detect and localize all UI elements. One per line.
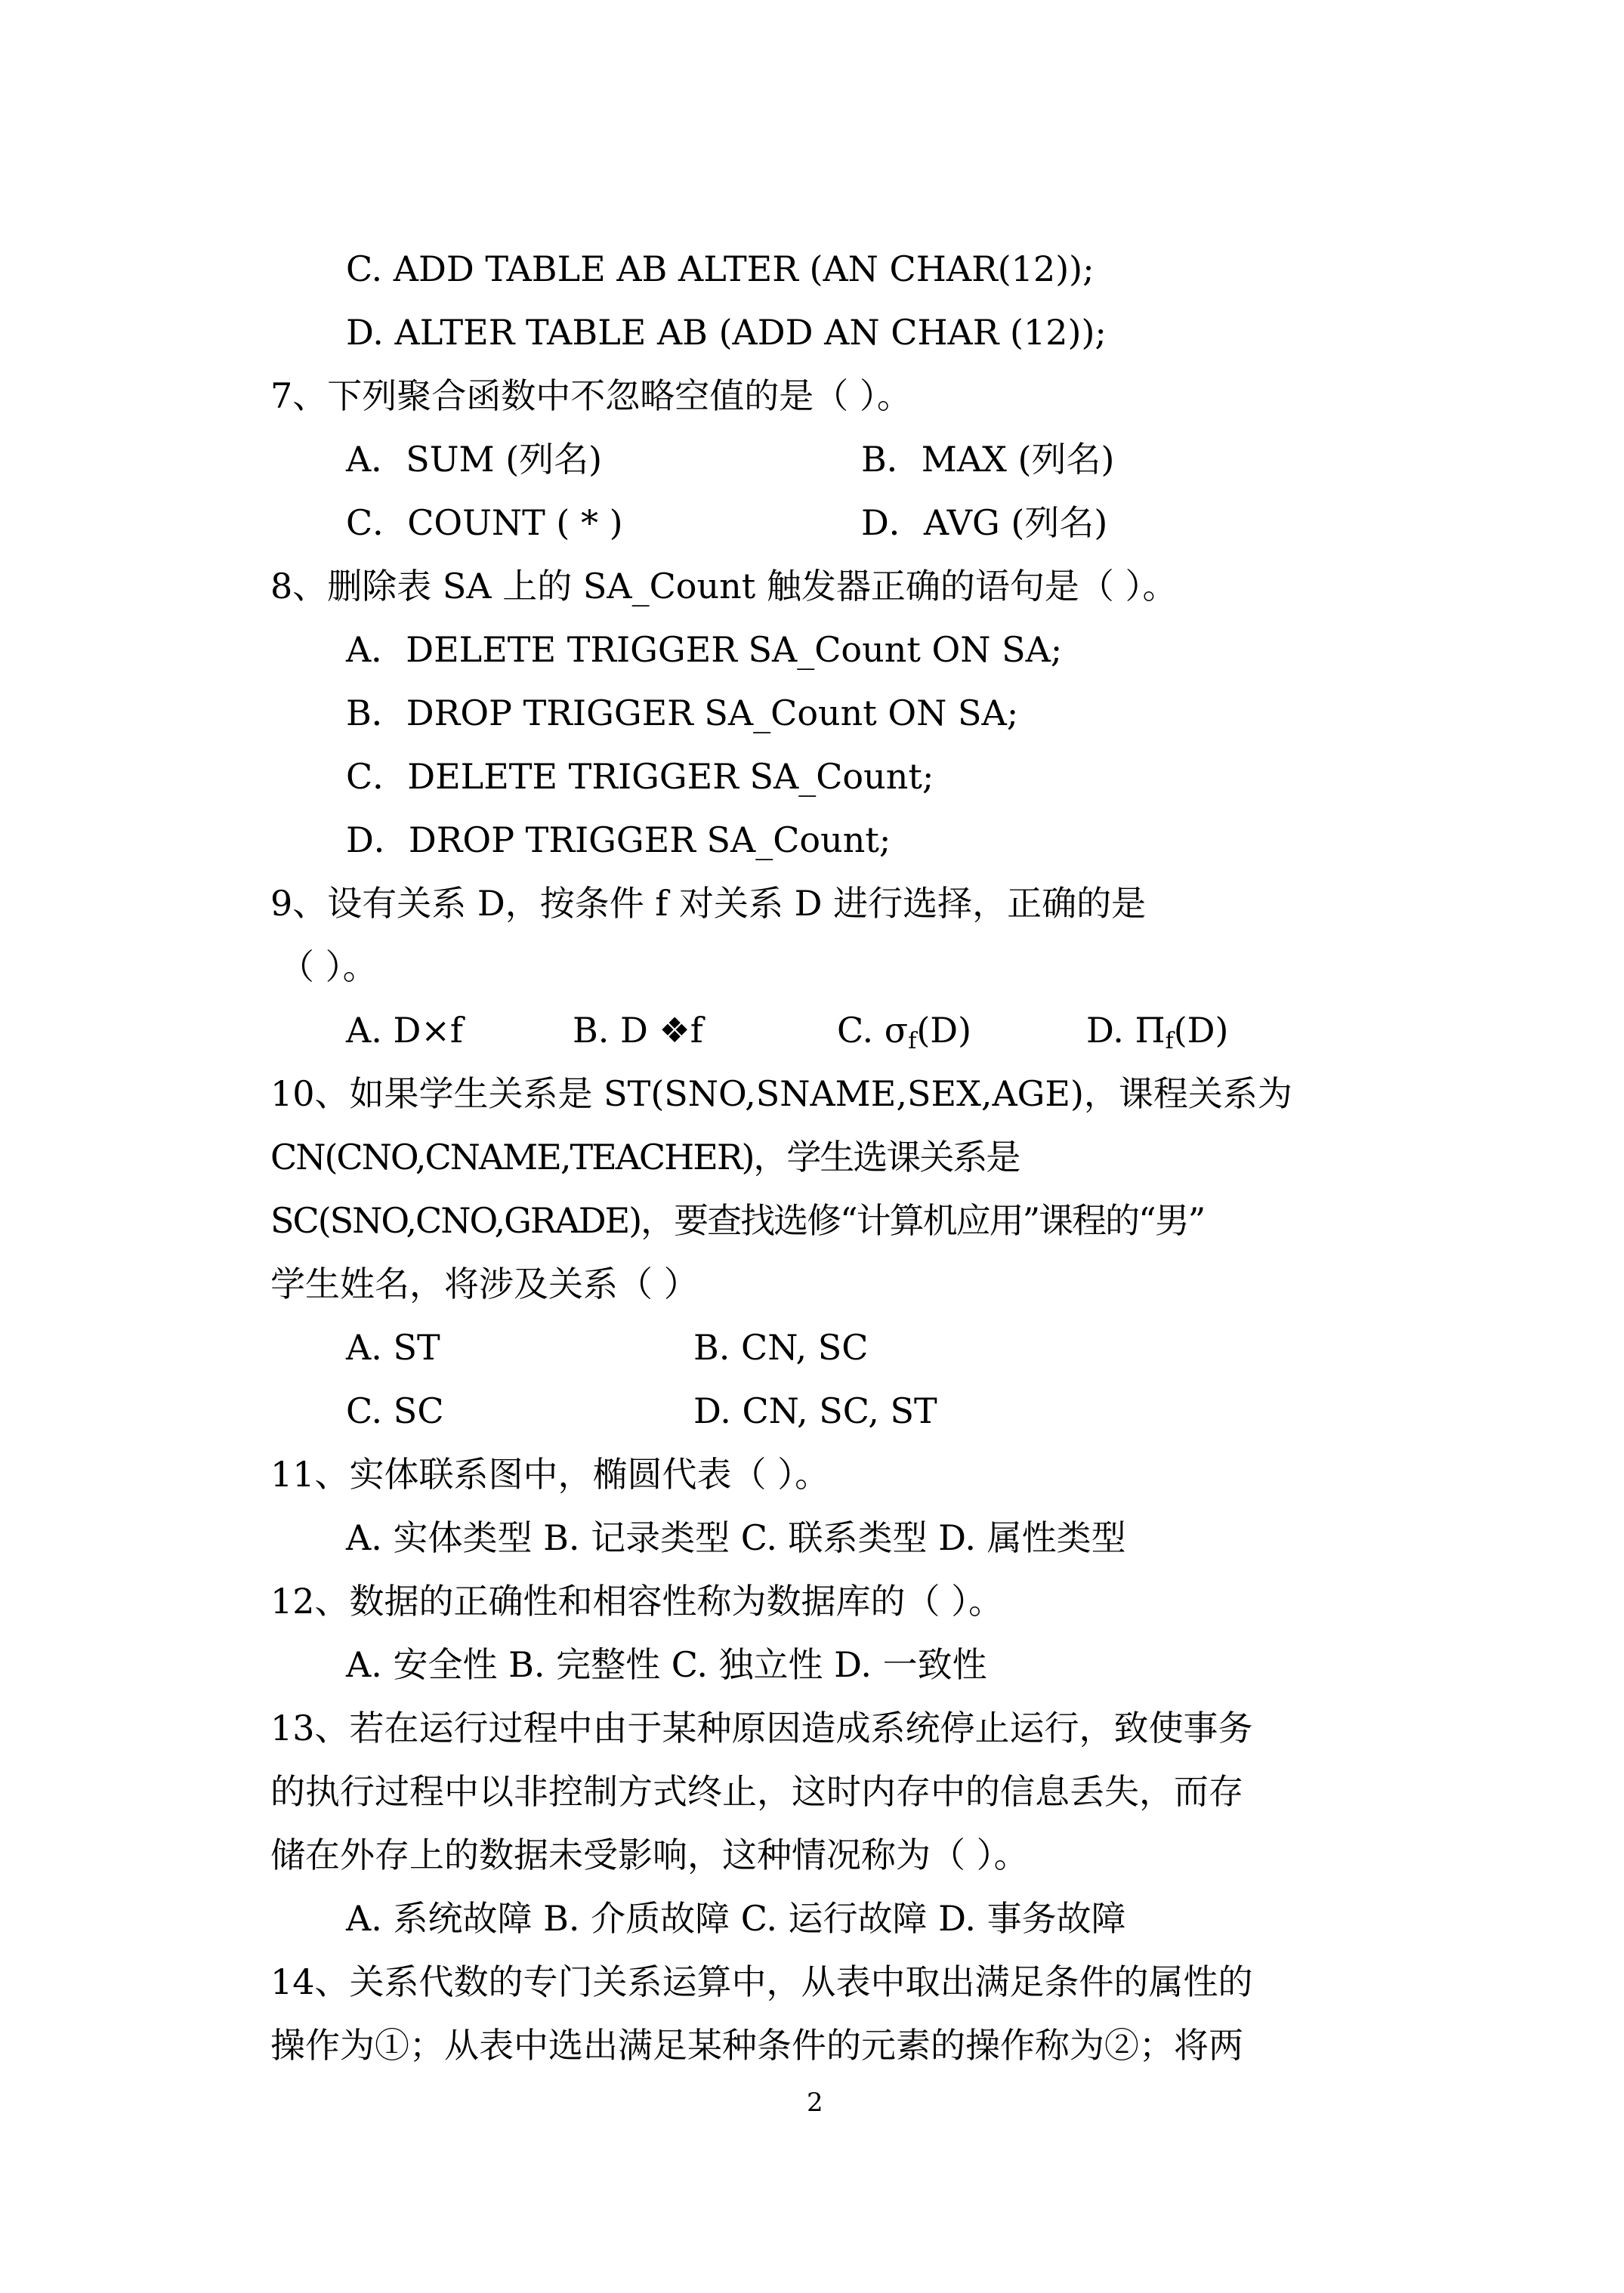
q8-option-d: D．DROP TRIGGER SA_Count; <box>346 819 891 860</box>
question-9-blank: （ ）。 <box>279 946 378 987</box>
q11-options: A. 实体类型 B. 记录类型 C. 联系类型 D. 属性类型 <box>346 1517 1126 1558</box>
question-13-line-3: 储在外存上的数据未受影响，这种情况称为（ ）。 <box>270 1835 1029 1875</box>
q6-option-d: D. ALTER TABLE AB (ADD AN CHAR (12)); <box>346 312 1107 353</box>
q6-option-c: C. ADD TABLE AB ALTER (AN CHAR(12)); <box>346 248 1095 289</box>
q8-option-c: C．DELETE TRIGGER SA_Count; <box>346 756 934 797</box>
q10-option-d: D. CN, SC, ST <box>693 1390 937 1431</box>
q10-option-b: B. CN, SC <box>693 1327 869 1368</box>
question-8: 8、删除表 SA 上的 SA_Count 触发器正确的语句是（ ）。 <box>270 566 1178 606</box>
q7-option-b: B．MAX (列名) <box>861 439 1115 480</box>
question-9: 9、设有关系 D，按条件 f 对关系 D 进行选择，正确的是 <box>270 883 1147 924</box>
q10-option-a: A. ST <box>346 1327 440 1368</box>
question-10-line-2: CN(CNO,CNAME,TEACHER)，学生选课关系是 <box>270 1137 1020 1177</box>
question-14-line-2: 操作为①；从表中选出满足某种条件的元素的操作称为②；将两 <box>270 2025 1243 2066</box>
q7-option-d: D．AVG (列名) <box>861 502 1108 543</box>
question-14-line-1: 14、关系代数的专门关系运算中，从表中取出满足条件的属性的 <box>270 1961 1253 2002</box>
question-13-line-1: 13、若在运行过程中由于某种原因造成系统停止运行，致使事务 <box>270 1708 1253 1748</box>
q9-option-a: A. D×f <box>346 1010 463 1051</box>
page-number: 2 <box>807 2088 823 2118</box>
q13-options: A. 系统故障 B. 介质故障 C. 运行故障 D. 事务故障 <box>346 1898 1126 1939</box>
q9-option-d: D. $\Pi_f(D)$ <box>1086 1010 1229 1054</box>
q9-option-b: B. D ❖f <box>573 1010 703 1051</box>
q12-options: A. 安全性 B. 完整性 C. 独立性 D. 一致性 <box>346 1644 987 1685</box>
q8-option-b: B．DROP TRIGGER SA_Count ON SA; <box>346 693 1019 733</box>
question-10-line-1: 10、如果学生关系是 ST(SNO,SNAME,SEX,AGE)，课程关系为 <box>270 1073 1292 1114</box>
q7-option-c: C．COUNT ( * ) <box>346 502 623 543</box>
question-10-line-3: SC(SNO,CNO,GRADE)，要查找选修“计算机应用”课程的“男” <box>270 1200 1205 1241</box>
question-7: 7、下列聚合函数中不忽略空值的是（ ）。 <box>270 375 912 416</box>
question-13-line-2: 的执行过程中以非控制方式终止，这时内存中的信息丢失，而存 <box>270 1771 1243 1812</box>
q8-option-a: A．DELETE TRIGGER SA_Count ON SA; <box>346 629 1063 670</box>
question-10-line-4: 学生姓名，将涉及关系（ ） <box>270 1264 699 1304</box>
question-12: 12、数据的正确性和相容性称为数据库的（ ）。 <box>270 1581 1004 1622</box>
question-11: 11、实体联系图中，椭圆代表（ ）。 <box>270 1454 830 1495</box>
q7-option-a: A．SUM (列名) <box>346 439 603 480</box>
q10-option-c: C. SC <box>346 1390 444 1431</box>
q9-option-c: C. $\sigma_f(D)$ <box>837 1010 972 1054</box>
